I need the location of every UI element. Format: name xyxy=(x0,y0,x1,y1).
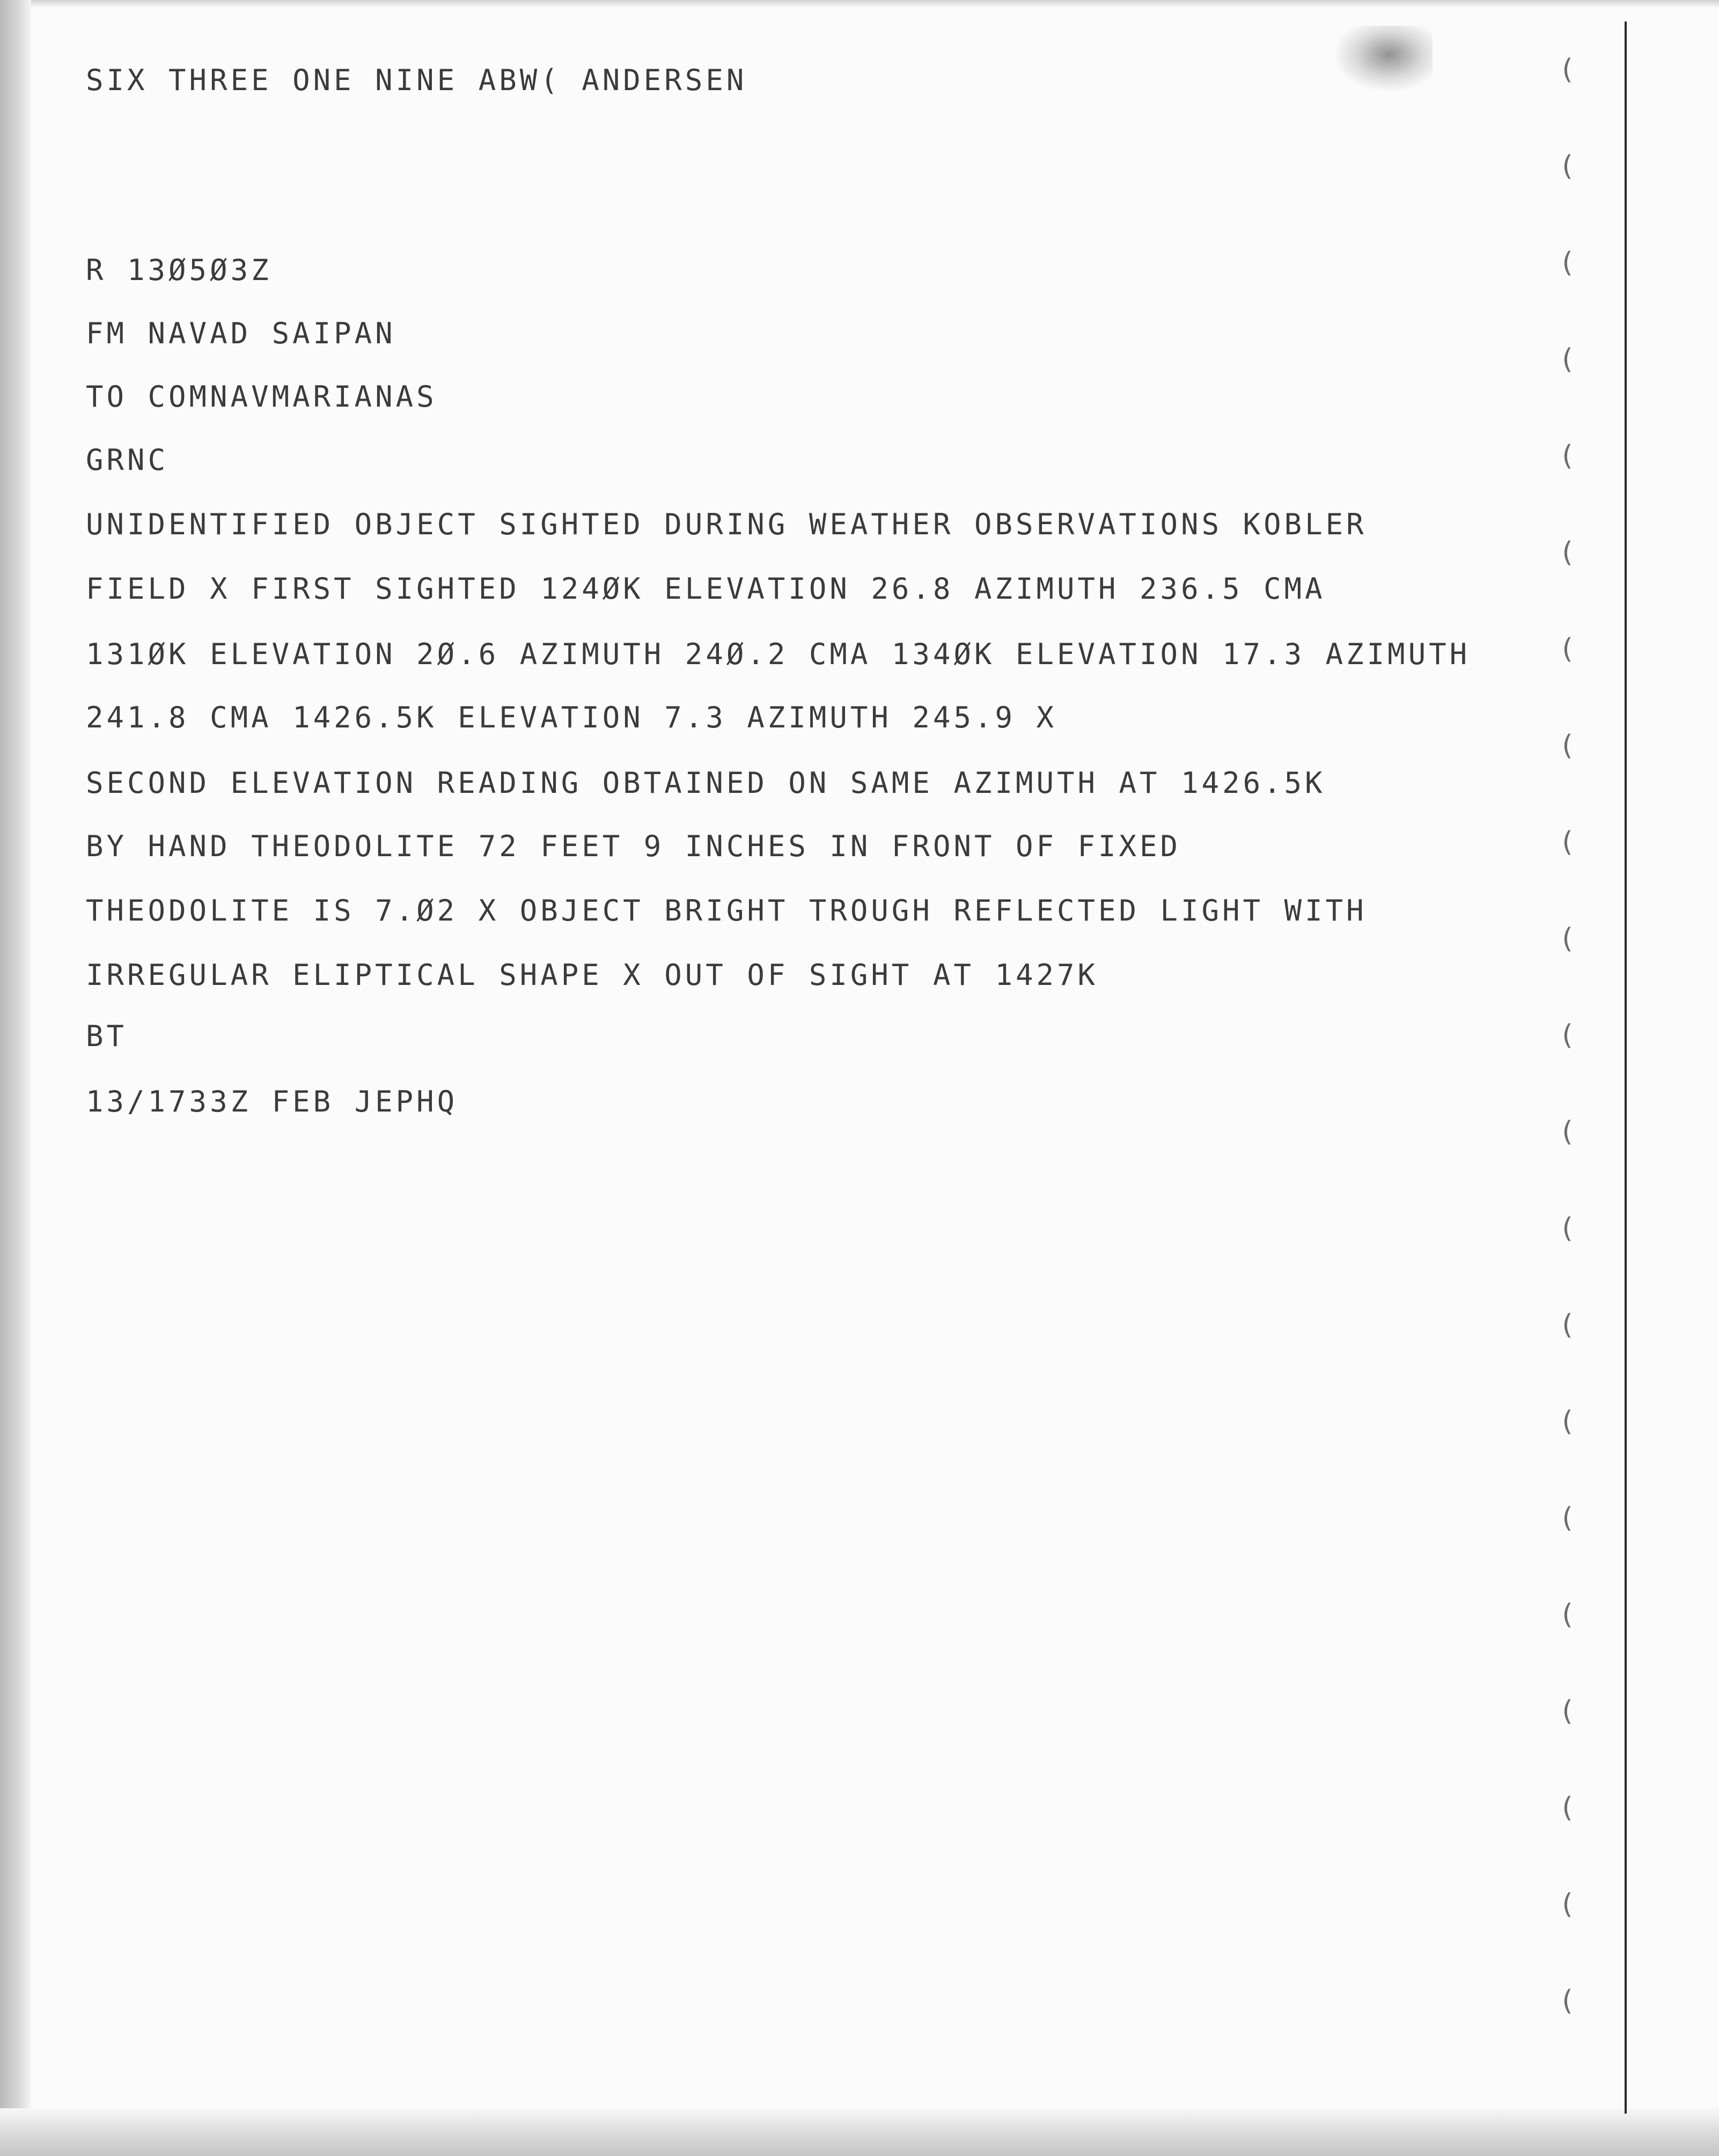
signature-line: 13/1733Z FEB JEPHQ xyxy=(86,1085,458,1119)
feed-hole-mark: ( xyxy=(1559,247,1576,279)
feed-hole-mark: ( xyxy=(1559,1116,1576,1148)
body-line: SECOND ELEVATION READING OBTAINED ON SAME AZIMUTH AT 1426.5K xyxy=(86,766,1326,800)
routing-line: SIX THREE ONE NINE ABW( ANDERSEN xyxy=(86,63,747,97)
body-line: FIELD X FIRST SIGHTED 124ØK ELEVATION 26.8 AZIMUTH 236.5 CMA xyxy=(86,572,1326,606)
scan-bottom-edge xyxy=(0,2108,1719,2156)
feed-hole-mark: ( xyxy=(1559,1212,1576,1245)
body-line: BY HAND THEODOLITE 72 FEET 9 INCHES IN FRONT OF FIXED xyxy=(86,829,1181,863)
body-line: UNIDENTIFIED OBJECT SIGHTED DURING WEATHER OBSERVATIONS KOBLER xyxy=(86,507,1367,541)
feed-hole-mark: ( xyxy=(1559,826,1576,858)
classification-line: GRNC xyxy=(86,443,169,477)
feed-hole-mark: ( xyxy=(1559,1792,1576,1824)
body-line: IRREGULAR ELIPTICAL SHAPE X OUT OF SIGHT AT 1427K xyxy=(86,958,1099,992)
ink-smudge xyxy=(1336,26,1432,90)
break-line: BT xyxy=(86,1019,128,1053)
scan-left-edge xyxy=(0,0,31,2156)
feed-hole-mark: ( xyxy=(1559,1599,1576,1631)
from-line: FM NAVAD SAIPAN xyxy=(86,317,396,350)
feed-hole-mark: ( xyxy=(1559,343,1576,376)
feed-hole-mark: ( xyxy=(1559,536,1576,569)
feed-hole-mark: ( xyxy=(1559,633,1576,665)
tractor-feed-holes xyxy=(1559,0,1591,2156)
feed-hole-mark: ( xyxy=(1559,1019,1576,1051)
body-line: 131ØK ELEVATION 2Ø.6 AZIMUTH 24Ø.2 CMA 134ØK ELEVATION 17.3 AZIMUTH xyxy=(86,637,1471,671)
to-line: TO COMNAVMARIANAS xyxy=(86,380,437,414)
feed-hole-mark: ( xyxy=(1559,730,1576,762)
feed-hole-mark: ( xyxy=(1559,1502,1576,1534)
feed-hole-mark: ( xyxy=(1559,1309,1576,1341)
feed-hole-mark: ( xyxy=(1559,150,1576,182)
feed-hole-mark: ( xyxy=(1559,1985,1576,2017)
feed-hole-mark: ( xyxy=(1559,54,1576,86)
scan-top-edge xyxy=(0,0,1719,8)
body-line: 241.8 CMA 1426.5K ELEVATION 7.3 AZIMUTH 245.9 X xyxy=(86,701,1057,734)
perforation-tear-line xyxy=(1625,21,1627,2114)
feed-hole-mark: ( xyxy=(1559,1406,1576,1438)
date-time-group: R 13Ø5Ø3Z xyxy=(86,253,272,287)
feed-hole-mark: ( xyxy=(1559,1695,1576,1727)
feed-hole-mark: ( xyxy=(1559,440,1576,472)
body-line: THEODOLITE IS 7.Ø2 X OBJECT BRIGHT TROUGH REFLECTED LIGHT WITH xyxy=(86,894,1367,928)
feed-hole-mark: ( xyxy=(1559,923,1576,955)
feed-hole-mark: ( xyxy=(1559,1888,1576,1920)
